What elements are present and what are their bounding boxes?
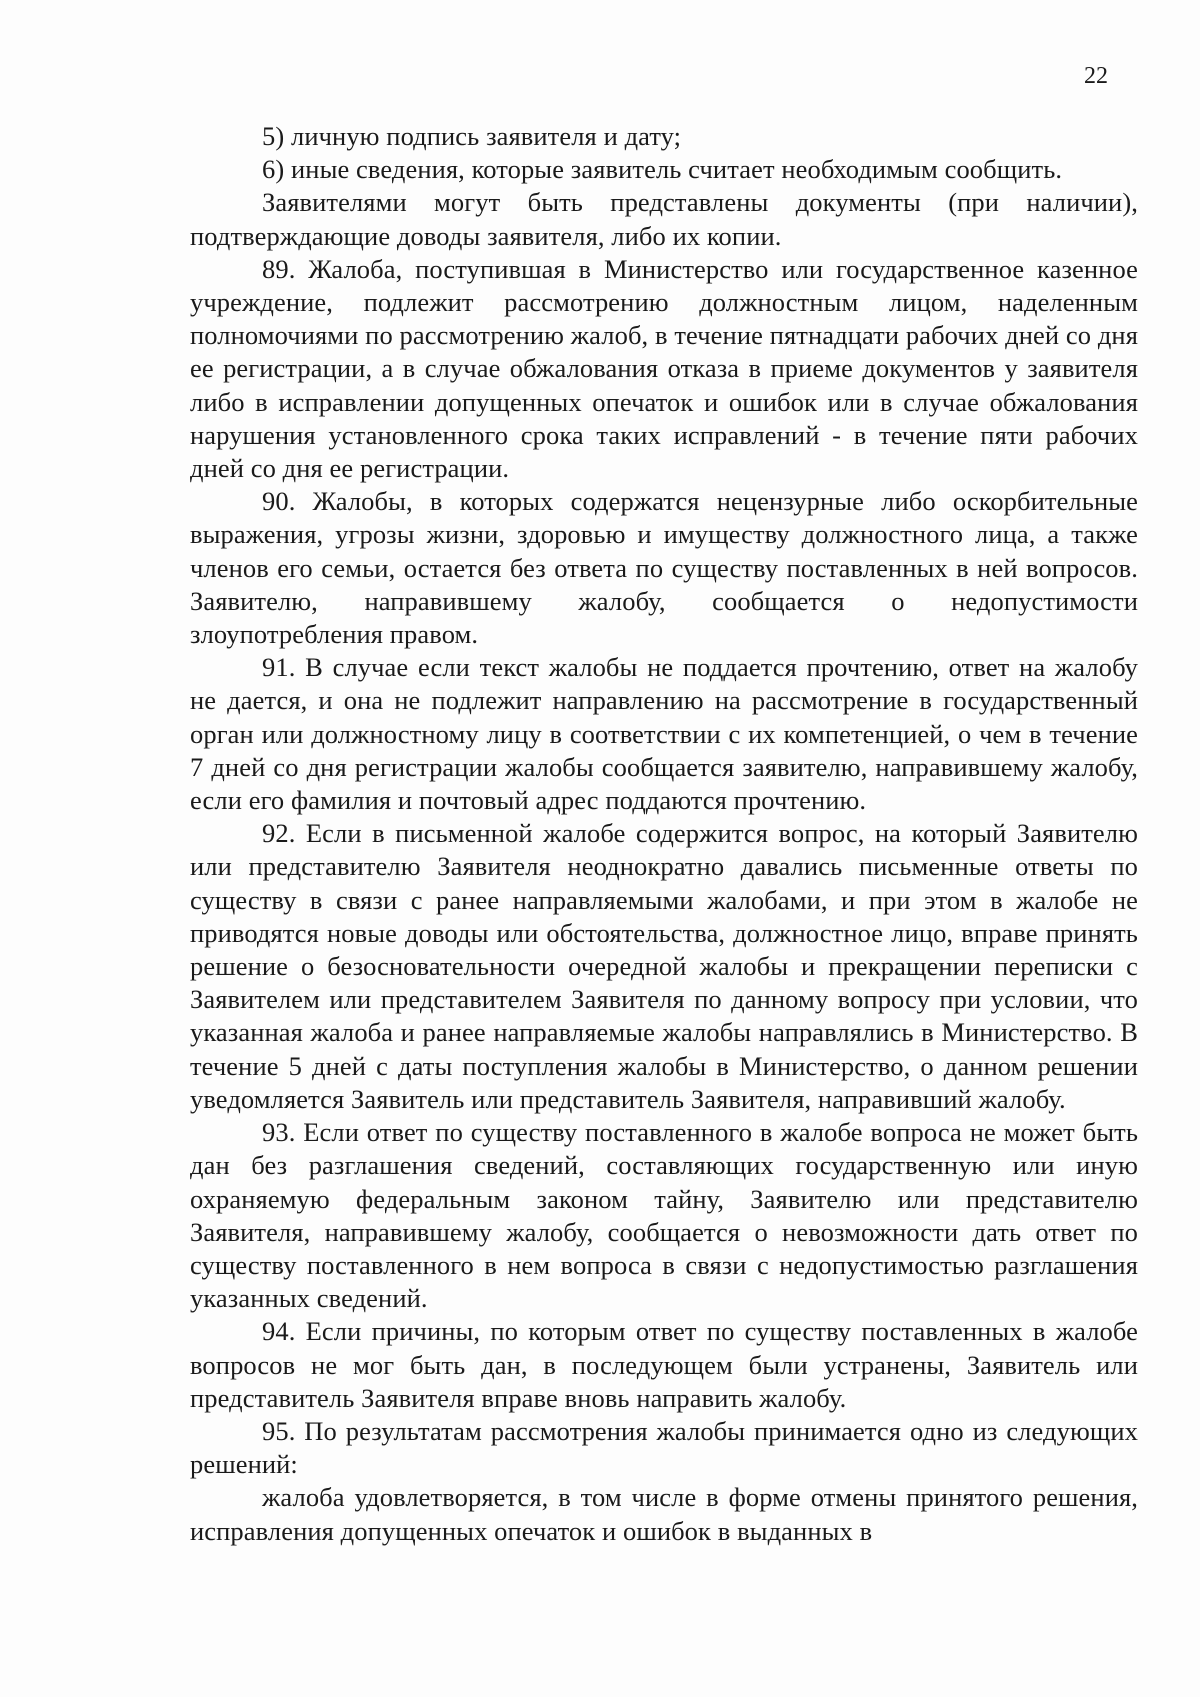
paragraph-91: 91. В случае если текст жалобы не поддается прочтению, ответ на жалобу не дается, и она не подлежит направлению на рассмотрение в государственный орган или должностному лицу в соответствии с их компетенцией, о чем в течение 7 дней со дня регистрации жалобы сообщается заявителю, направившему жалобу, если его фамилия и почтовый адрес поддаются прочтению. [190,652,1138,816]
paragraph-applicant-documents: Заявителями могут быть представлены документы (при наличии), подтверждающие доводы заявителя, либо их копии. [190,187,1138,251]
paragraph-95: 95. По результатам рассмотрения жалобы принимается одно из следующих решений: [190,1415,1138,1480]
document-body [190,120,1138,1548]
paragraph-complaint-satisfied: жалоба удовлетворяется, в том числе в форме отмены принятого решения, исправления допущенных опечаток и ошибок в выданных в [190,1482,1138,1546]
paragraph-item-6: 6) иные сведения, которые заявитель считает необходимым сообщить. [262,154,1063,185]
paragraph-item-5: 5) личную подпись заявителя и дату; [262,121,682,151]
paragraph-92: 92. Если в письменной жалобе содержится вопрос, на который Заявителю или представителю Заявителя неоднократно давались письменные ответы по существу в связи с ранее направляемыми жалобами, и при этом в жалобе не приводятся новые доводы или обстоятельства, должностное лицо, вправе принять решение о безосновательности очередной жалобы и прекращении переписки с Заявителем или представителем Заявителя по данному вопросу при условии, что указанная жалоба и ранее направляемые жалобы направлялись в Министерство. В течение 5 дней с даты поступления жалобы в Министерство, о данном решении уведомляется Заявитель или представитель Заявителя, направивший жалобу. [190,818,1138,1114]
paragraph-89: 89. Жалоба, поступившая в Министерство или государственное казенное учреждение, подлежит рассмотрению должностным лицом, наделенным полномочиями по рассмотрению жалоб, в течение пятнадцати рабочих дней со дня ее регистрации, а в случае обжалования отказа в приеме документов у заявителя либо в исправлении допущенных опечаток и ошибок или в случае обжалования нарушения установленного срока таких исправлений - в течение пяти рабочих дней со дня ее регистрации. [190,253,1138,484]
paragraph-94: 94. Если причины, по которым ответ по существу поставленных в жалобе вопросов не мог быть дан, в последующем были устранены, Заявитель или представитель Заявителя вправе вновь направить жалобу. [190,1316,1138,1413]
paragraph-90: 90. Жалобы, в которых содержатся нецензурные либо оскорбительные выражения, угрозы жизни, здоровью и имуществу должностного лица, а также членов его семьи, остается без ответа по существу поставленных в ней вопросов. Заявителю, направившему жалобу, сообщается о недопустимости злоупотребления правом. [190,486,1138,650]
paragraph-93: 93. Если ответ по существу поставленного в жалобе вопроса не может быть дан без разглашения сведений, составляющих государственную или иную охраняемую федеральным законом тайну, Заявителю или представителю Заявителя, направившему жалобу, сообщается о невозможности дать ответ по существу поставленного в нем вопроса в связи с недопустимостью разглашения указанных сведений. [190,1117,1138,1314]
page-number: 22 [1084,63,1108,89]
